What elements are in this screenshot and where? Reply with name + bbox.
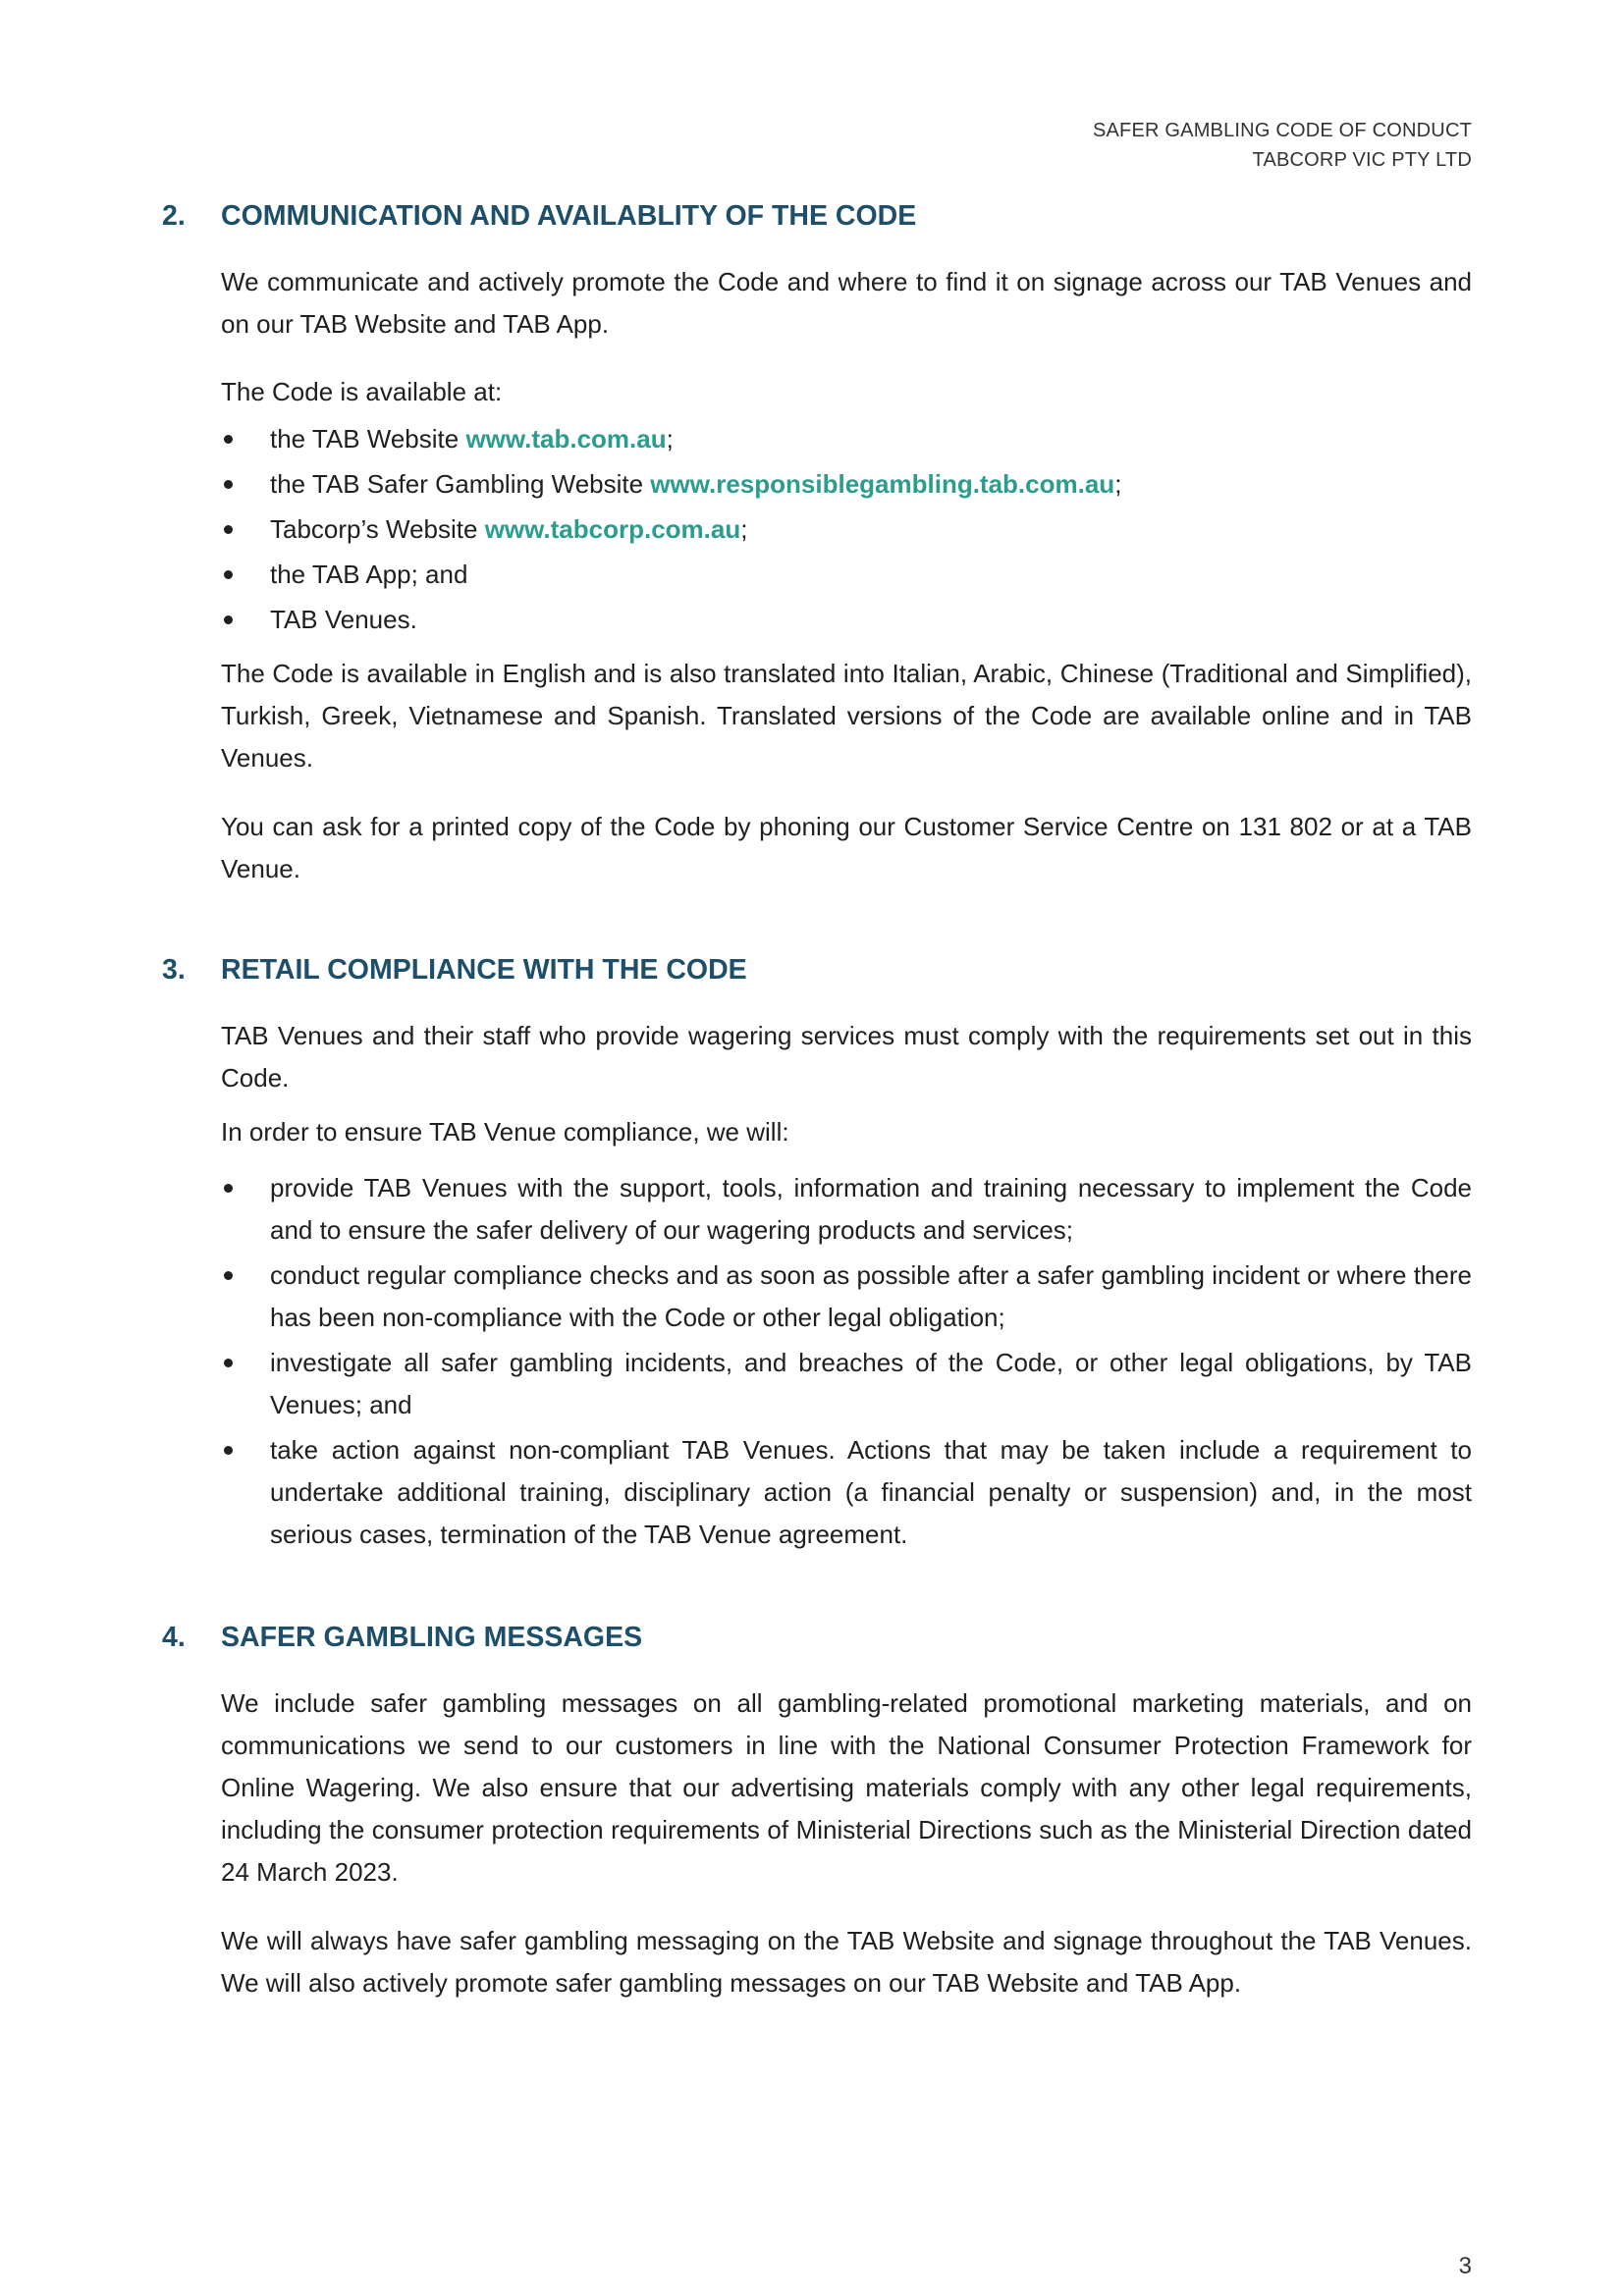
page-header: [1093, 116, 1472, 175]
paragraph: We include safer gambling messages on all gambling-related promotional marketing materials, and on communications we send to our customers in line with the National Consumer Protection Framework for Online Wagering. We also ensure that our advertising materials comply with any other legal requirements, including the consumer protection requirements of Ministerial Directions such as the Ministerial Direction dated 24 March 2023.: [221, 1688, 1472, 1887]
list-item-suffix: ;: [1114, 469, 1122, 499]
section-heading: [162, 198, 1472, 234]
list-item: [221, 1342, 1472, 1426]
list-item: [221, 416, 1472, 461]
list-item-suffix: ;: [740, 514, 748, 544]
bullet-icon: [224, 525, 233, 534]
section-number: 3.: [162, 954, 186, 986]
section-heading: [162, 952, 1472, 988]
list-item: [221, 1167, 1472, 1252]
paragraph: TAB Venues and their staff who provide wagering services must comply with the requirements set out in this Code.: [221, 1021, 1472, 1093]
bullet-icon: [224, 1184, 233, 1193]
list-item: [221, 1255, 1472, 1339]
bullet-icon: [224, 1446, 233, 1455]
paragraph: We communicate and actively promote the Code and where to find it on signage across our TAB Venues and on our TAB Website and TAB App.: [221, 267, 1472, 339]
list-item-text: TAB Venues.: [270, 605, 417, 634]
bullet-icon: [224, 435, 233, 444]
section-title: COMMUNICATION AND AVAILABLITY OF THE CODE: [221, 200, 917, 232]
list-item: [221, 1429, 1472, 1556]
section-heading: [162, 1620, 1472, 1655]
list-item-suffix: ;: [666, 424, 674, 454]
list-item: [221, 461, 1472, 507]
paragraph: The Code is available in English and is also translated into Italian, Arabic, Chinese (Traditional and Simplified), Turkish, Greek, Vietnamese and Spanish. Translated versions of the Code are available online and in TAB Venues.: [221, 659, 1472, 773]
list-item-text: the TAB Safer Gambling Website: [270, 469, 651, 499]
section-number: 4.: [162, 1622, 186, 1653]
list-item-text: the TAB Website: [270, 424, 466, 454]
bullet-icon: [224, 480, 233, 489]
paragraph: In order to ensure TAB Venue compliance, we will:: [221, 1117, 789, 1147]
list-item-text: Tabcorp’s Website: [270, 514, 485, 544]
header-company-name: TABCORP VIC PTY LTD: [1252, 149, 1472, 171]
paragraph: You can ask for a printed copy of the Code by phoning our Customer Service Centre on 131 802 or at a TAB Venue.: [221, 812, 1472, 883]
section-number: 2.: [162, 200, 186, 232]
list-intro: The Code is available at:: [221, 377, 503, 406]
list-item: [221, 507, 1472, 552]
header-document-title: SAFER GAMBLING CODE OF CONDUCT: [1092, 120, 1472, 141]
list-item: [221, 597, 1472, 642]
list-item-text: provide TAB Venues with the support, tools, information and training necessary to implement the Code and to ensure the safer delivery of our wagering products and services;: [270, 1173, 1472, 1245]
section-title: SAFER GAMBLING MESSAGES: [221, 1622, 643, 1653]
paragraph: We will always have safer gambling messaging on the TAB Website and signage throughout the TAB Venues. We will also actively promote safer gambling messages on our TAB Website and TAB App.: [221, 1926, 1472, 1998]
section-communication: [162, 198, 1472, 890]
section-retail-compliance: [162, 952, 1472, 1556]
compliance-list: [221, 1167, 1472, 1556]
tab-website-link[interactable]: www.tab.com.au: [465, 424, 667, 454]
section-title: RETAIL COMPLIANCE WITH THE CODE: [221, 954, 747, 986]
section-safer-gambling-messages: [162, 1620, 1472, 2004]
list-item: [221, 552, 1472, 597]
list-item-text: the TAB App; and: [270, 560, 468, 589]
tabcorp-website-link[interactable]: www.tabcorp.com.au: [484, 514, 741, 544]
safer-gambling-website-link[interactable]: www.responsiblegambling.tab.com.au: [650, 469, 1115, 499]
bullet-icon: [224, 570, 233, 579]
bullet-icon: [224, 1359, 233, 1367]
list-item-text: take action against non-compliant TAB Venues. Actions that may be taken include a requirement to undertake additional training, disciplinary action (a financial penalty or suspension) and, in the most serious cases, termination of the TAB Venue agreement.: [270, 1435, 1472, 1549]
availability-list: [221, 416, 1472, 642]
bullet-icon: [224, 1271, 233, 1280]
page-number: 3: [1458, 2253, 1472, 2279]
list-item-text: conduct regular compliance checks and as soon as possible after a safer gambling incident or where there has been non-compliance with the Code or other legal obligation;: [270, 1260, 1472, 1332]
list-item-text: investigate all safer gambling incidents, and breaches of the Code, or other legal obligations, by TAB Venues; and: [270, 1348, 1472, 1419]
bullet-icon: [224, 615, 233, 624]
